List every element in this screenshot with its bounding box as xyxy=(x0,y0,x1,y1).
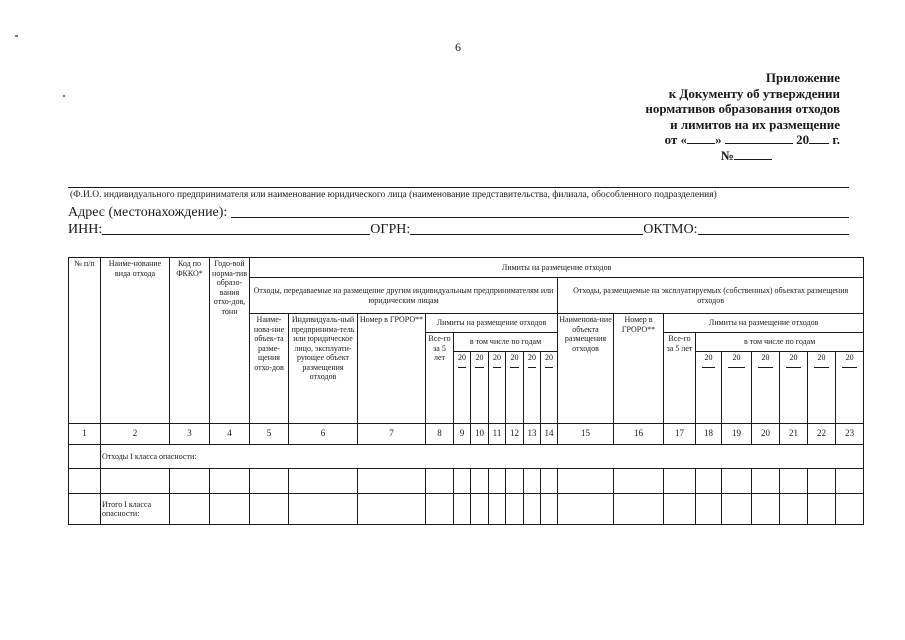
col-number: 4 xyxy=(210,424,250,445)
table-cell[interactable] xyxy=(541,469,558,494)
limits-header: Лимиты на размещение отходов xyxy=(250,258,864,278)
table-cell[interactable] xyxy=(664,469,696,494)
ogrn-label: ОГРН: xyxy=(370,222,411,237)
inn-blank xyxy=(102,222,370,235)
month-blank xyxy=(725,132,793,144)
table-cell[interactable] xyxy=(506,469,524,494)
table-cell[interactable] xyxy=(558,469,614,494)
col-number: 17 xyxy=(664,424,696,445)
table-cell[interactable] xyxy=(558,494,614,525)
col-number: 19 xyxy=(722,424,752,445)
table-cell[interactable] xyxy=(808,469,836,494)
appendix-block xyxy=(540,70,840,163)
col-number: 20 xyxy=(752,424,780,445)
table-cell[interactable] xyxy=(752,494,780,525)
table-cell[interactable] xyxy=(696,494,722,525)
table-row xyxy=(69,469,864,494)
t-year-3: 20 xyxy=(489,352,506,424)
col-number: 14 xyxy=(541,424,558,445)
table-cell[interactable] xyxy=(489,494,506,525)
table-cell[interactable] xyxy=(722,494,752,525)
t-site-name-header: Наиме-нова-ние объек-та разме-щения отхо-дов xyxy=(250,314,289,424)
group-own-header: Отходы, размещаемые на эксплуатируемых (собственных) объектах размещения отходов xyxy=(558,278,864,314)
o-year-5: 20 xyxy=(808,352,836,424)
year-blank xyxy=(809,132,829,144)
class1-label: Отходы I класса опасности: xyxy=(101,445,864,469)
table-cell[interactable] xyxy=(808,494,836,525)
col-number: 15 xyxy=(558,424,614,445)
address-line xyxy=(68,205,849,221)
appendix-number-line: № xyxy=(540,148,840,164)
number-blank xyxy=(734,148,772,160)
table-cell[interactable] xyxy=(836,469,864,494)
o-year-6: 20 xyxy=(836,352,864,424)
t-year-6: 20 xyxy=(541,352,558,424)
table-cell[interactable] xyxy=(170,494,210,525)
col-number: 1 xyxy=(69,424,101,445)
col-number: 18 xyxy=(696,424,722,445)
table-cell[interactable] xyxy=(289,469,358,494)
col-number: 21 xyxy=(780,424,808,445)
table-cell[interactable] xyxy=(489,469,506,494)
table-cell[interactable] xyxy=(696,469,722,494)
table-cell[interactable] xyxy=(358,494,426,525)
t-groro-header: Номер в ГРОРО** xyxy=(358,314,426,424)
table-cell[interactable] xyxy=(614,469,664,494)
t-year-4: 20 xyxy=(506,352,524,424)
waste-limits-table xyxy=(68,257,864,525)
day-blank xyxy=(687,132,715,144)
table-cell[interactable] xyxy=(426,469,454,494)
table-cell[interactable] xyxy=(471,469,489,494)
appendix-title: Приложение xyxy=(765,70,840,85)
o-year-4: 20 xyxy=(780,352,808,424)
t-operator-header: Индивидуаль-ный предпринима-тель или юридическое лицо, эксплуати-рующее объект размещения отходов xyxy=(289,314,358,424)
o-total-header: Все-го за 5 лет xyxy=(664,333,696,424)
col-header-fkko: Код по ФККО* xyxy=(170,258,210,424)
o-by-years-header: в том числе по годам xyxy=(696,333,864,352)
table-cell[interactable] xyxy=(506,494,524,525)
table-cell[interactable] xyxy=(752,469,780,494)
table-cell[interactable] xyxy=(614,494,664,525)
table-cell[interactable] xyxy=(250,469,289,494)
col-number: 3 xyxy=(170,424,210,445)
table-cell[interactable] xyxy=(780,494,808,525)
table-cell[interactable] xyxy=(524,469,541,494)
table-cell[interactable] xyxy=(454,469,471,494)
col-number: 12 xyxy=(506,424,524,445)
table-cell[interactable] xyxy=(780,469,808,494)
table-cell[interactable] xyxy=(101,469,170,494)
class1-label-row xyxy=(69,445,864,469)
t-limits-header: Лимиты на размещение отходов xyxy=(426,314,558,333)
table-cell[interactable] xyxy=(210,494,250,525)
table-cell[interactable] xyxy=(250,494,289,525)
o-year-2: 20 xyxy=(722,352,752,424)
appendix-line-2: к Документу об утверждении xyxy=(668,85,840,101)
class1-total-row xyxy=(69,494,864,525)
col-number: 9 xyxy=(454,424,471,445)
col-number: 16 xyxy=(614,424,664,445)
t-year-1: 20 xyxy=(454,352,471,424)
table-cell[interactable] xyxy=(69,494,101,525)
t-year-5: 20 xyxy=(524,352,541,424)
col-number: 11 xyxy=(489,424,506,445)
o-groro-header: Номер в ГРОРО** xyxy=(614,314,664,424)
ogrn-blank xyxy=(410,222,643,235)
col-header-name: Наиме-нование вида отхода xyxy=(101,258,170,424)
col-header-no: № п/п xyxy=(69,258,101,424)
oktmo-blank xyxy=(698,222,850,235)
ids-line xyxy=(68,222,849,238)
o-limits-header: Лимиты на размещение отходов xyxy=(664,314,864,333)
col-number: 2 xyxy=(101,424,170,445)
table-cell[interactable] xyxy=(210,469,250,494)
address-blank xyxy=(231,205,849,218)
column-numbers-row xyxy=(69,424,864,445)
table-cell[interactable] xyxy=(541,494,558,525)
scan-speck xyxy=(63,95,65,97)
table-cell[interactable] xyxy=(170,469,210,494)
col-number: 5 xyxy=(250,424,289,445)
table-cell[interactable] xyxy=(69,445,101,469)
appendix-line-3: нормативов образования отходов xyxy=(645,101,840,116)
col-number: 13 xyxy=(524,424,541,445)
table-cell[interactable] xyxy=(69,469,101,494)
oktmo-label: ОКТМО: xyxy=(643,222,698,237)
col-number: 6 xyxy=(289,424,358,445)
o-site-name-header: Наименова-ние объекта размещения отходов xyxy=(558,314,614,424)
table-cell[interactable] xyxy=(289,494,358,525)
table-cell[interactable] xyxy=(454,494,471,525)
table-cell[interactable] xyxy=(722,469,752,494)
o-year-1: 20 xyxy=(696,352,722,424)
t-total-header: Все-го за 5 лет xyxy=(426,333,454,424)
o-year-3: 20 xyxy=(752,352,780,424)
table-cell[interactable] xyxy=(524,494,541,525)
col-number: 8 xyxy=(426,424,454,445)
t-by-years-header: в том числе по годам xyxy=(454,333,558,352)
scan-speck xyxy=(15,35,18,37)
table-cell[interactable] xyxy=(358,469,426,494)
col-number: 22 xyxy=(808,424,836,445)
t-year-2: 20 xyxy=(471,352,489,424)
address-label: Адрес (местонахождение): xyxy=(68,205,228,220)
table-cell[interactable] xyxy=(426,494,454,525)
class1-total-label: Итого I класса опасности: xyxy=(101,494,170,525)
name-line xyxy=(68,187,849,188)
col-number: 7 xyxy=(358,424,426,445)
appendix-line-4: и лимитов на их размещение xyxy=(670,116,840,132)
page-number: 6 xyxy=(455,40,461,54)
group-transfer-header: Отходы, передаваемые на размещение другим индивидуальным предпринимателям или юридическим лицам xyxy=(250,278,558,314)
col-number: 10 xyxy=(471,424,489,445)
appendix-date-line: от « » 20 г. xyxy=(664,132,840,147)
name-caption: (Ф.И.О. индивидуального предпринимателя или наименование юридического лица (наименование представительства, филиала, обособленного подразделения) xyxy=(70,190,717,200)
col-number: 23 xyxy=(836,424,864,445)
table-cell[interactable] xyxy=(471,494,489,525)
col-header-annual: Годо-вой норма-тив образо-вания отхо-дов, тонн xyxy=(210,258,250,424)
inn-label: ИНН: xyxy=(68,222,103,237)
table-cell[interactable] xyxy=(664,494,696,525)
table-cell[interactable] xyxy=(836,494,864,525)
